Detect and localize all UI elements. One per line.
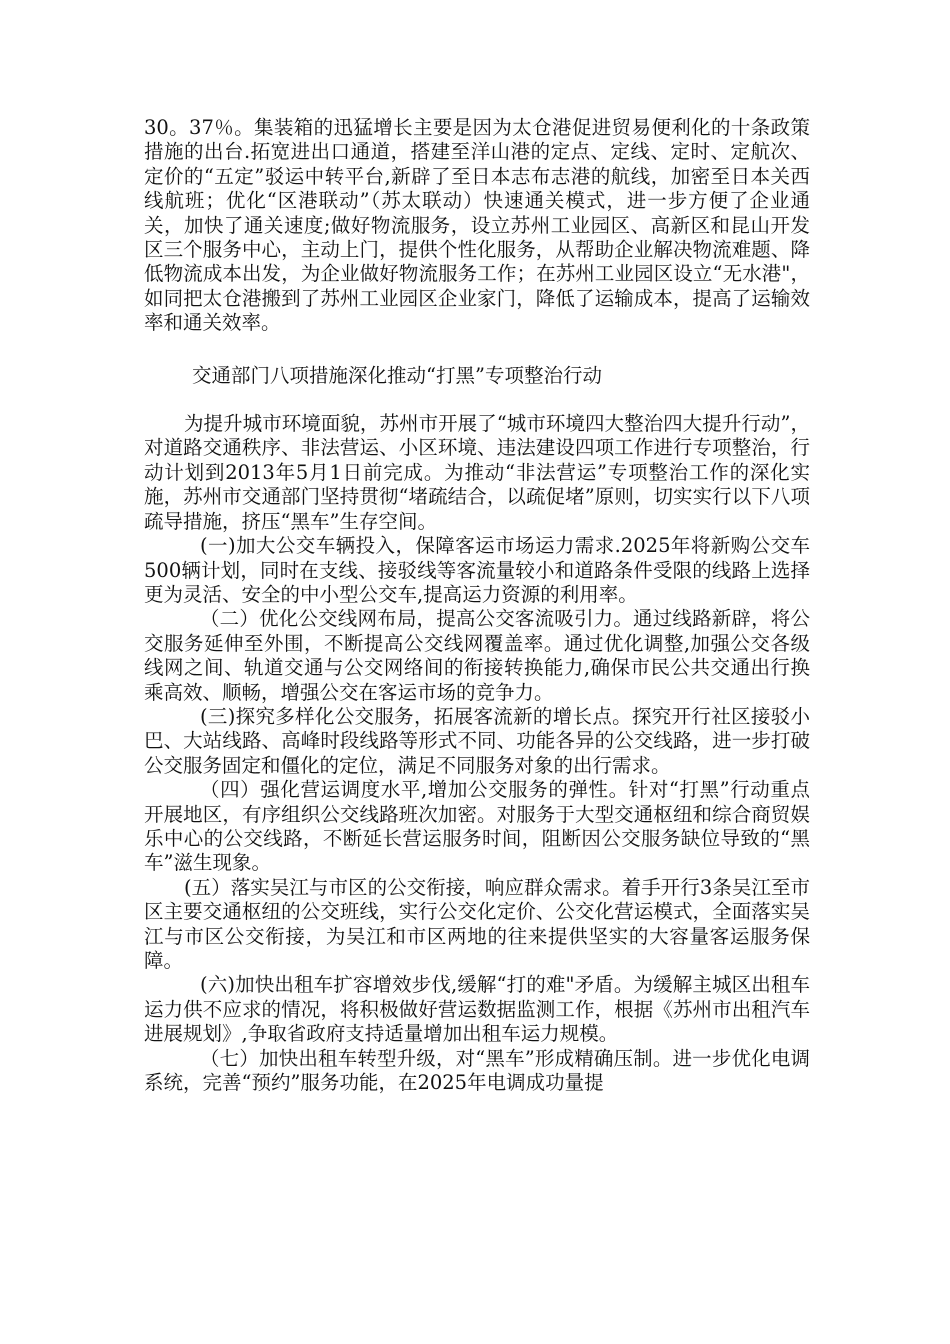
measure-item-1: (一)加大公交车辆投入，保障客运市场运力需求.2025年将新购公交车500辆计划，同时在支线、接驳线等客流量较小和道路条件受限的线路上选择更为灵活、安全的中小型公交车,提高运力资源的利用率。 <box>144 534 810 606</box>
measure-item-4: （四）强化营运调度水平,增加公交服务的弹性。针对“打黑”行动重点开展地区，有序组织公交线路班次加密。对服务于大型交通枢纽和综合商贸娱乐中心的公交线路，不断延长营运服务时间，阻断因公交服务缺位导致的“黑车”滋生现象。 <box>144 778 810 875</box>
measure-item-2: （二）优化公交线网布局，提高公交客流吸引力。通过线路新辟，将公交服务延伸至外围，不断提高公交线网覆盖率。通过优化调整,加强公交各级线网之间、轨道交通与公交网络间的衔接转换能力,确保市民公共交通出行换乘高效、顺畅，增强公交在客运市场的竞争力。 <box>144 607 810 704</box>
document-body <box>144 116 810 1095</box>
measure-item-7: （七）加快出租车转型升级，对“黑车”形成精确压制。进一步优化电调系统，完善“预约”服务功能，在2025年电调成功量提 <box>144 1046 810 1095</box>
paragraph-port-growth: 30。37％。集装箱的迅猛增长主要是因为太仓港促进贸易便利化的十条政策措施的出台.拓宽进出口通道，搭建至洋山港的定点、定线、定时、定航次、定价的“五定”驳运中转平台,新辟了至日本志布志港的航线，加密至日本关西线航班；优化“区港联动”（苏太联动）快速通关模式，进一步方便了企业通关，加快了通关速度;做好物流服务，设立苏州工业园区、高新区和昆山开发区三个服务中心，主动上门，提供个性化服务，从帮助企业解决物流难题、降低物流成本出发，为企业做好物流服务工作；在苏州工业园区设立“无水港"，如同把太仓港搬到了苏州工业园区企业家门，降低了运输成本，提高了运输效率和通关效率。 <box>144 116 810 335</box>
measure-item-5: (五）落实吴江与市区的公交衔接，响应群众需求。着手开行3条吴江至市区主要交通枢纽的公交班线，实行公交化定价、公交化营运模式，全面落实吴江与市区公交衔接，为吴江和市区两地的往来提供坚实的大容量客运服务保障。 <box>144 875 810 972</box>
paragraph-gap <box>144 336 810 364</box>
measure-item-6: (六)加快出租车扩容增效步伐,缓解“打的难"矛盾。为缓解主城区出租车运力供不应求的情况，将积极做好营运数据监测工作，根据《苏州市出租汽车进展规划》,争取省政府支持适量增加出租车运力规模。 <box>144 973 810 1046</box>
section-title: 交通部门八项措施深化推动“打黑”专项整治行动 <box>192 363 602 387</box>
paragraph-gap <box>144 388 810 412</box>
paragraph-intro: 为提升城市环境面貌，苏州市开展了“城市环境四大整治四大提升行动”，对道路交通秩序、非法营运、小区环境、违法建设四项工作进行专项整治，行动计划到2013年5月1日前完成。为推动“非法营运”专项整治工作的深化实施，苏州市交通部门坚持贯彻“堵疏结合，以疏促堵”原则，切实实行以下八项疏导措施，挤压“黑车”生存空间。 <box>144 412 810 533</box>
measure-item-3: (三)探究多样化公交服务，拓展客流新的增长点。探究开行社区接驳小巴、大站线路、高峰时段线路等形式不同、功能各异的公交线路，进一步打破公交服务固定和僵化的定位，满足不同服务对象的出行需求。 <box>144 704 810 777</box>
